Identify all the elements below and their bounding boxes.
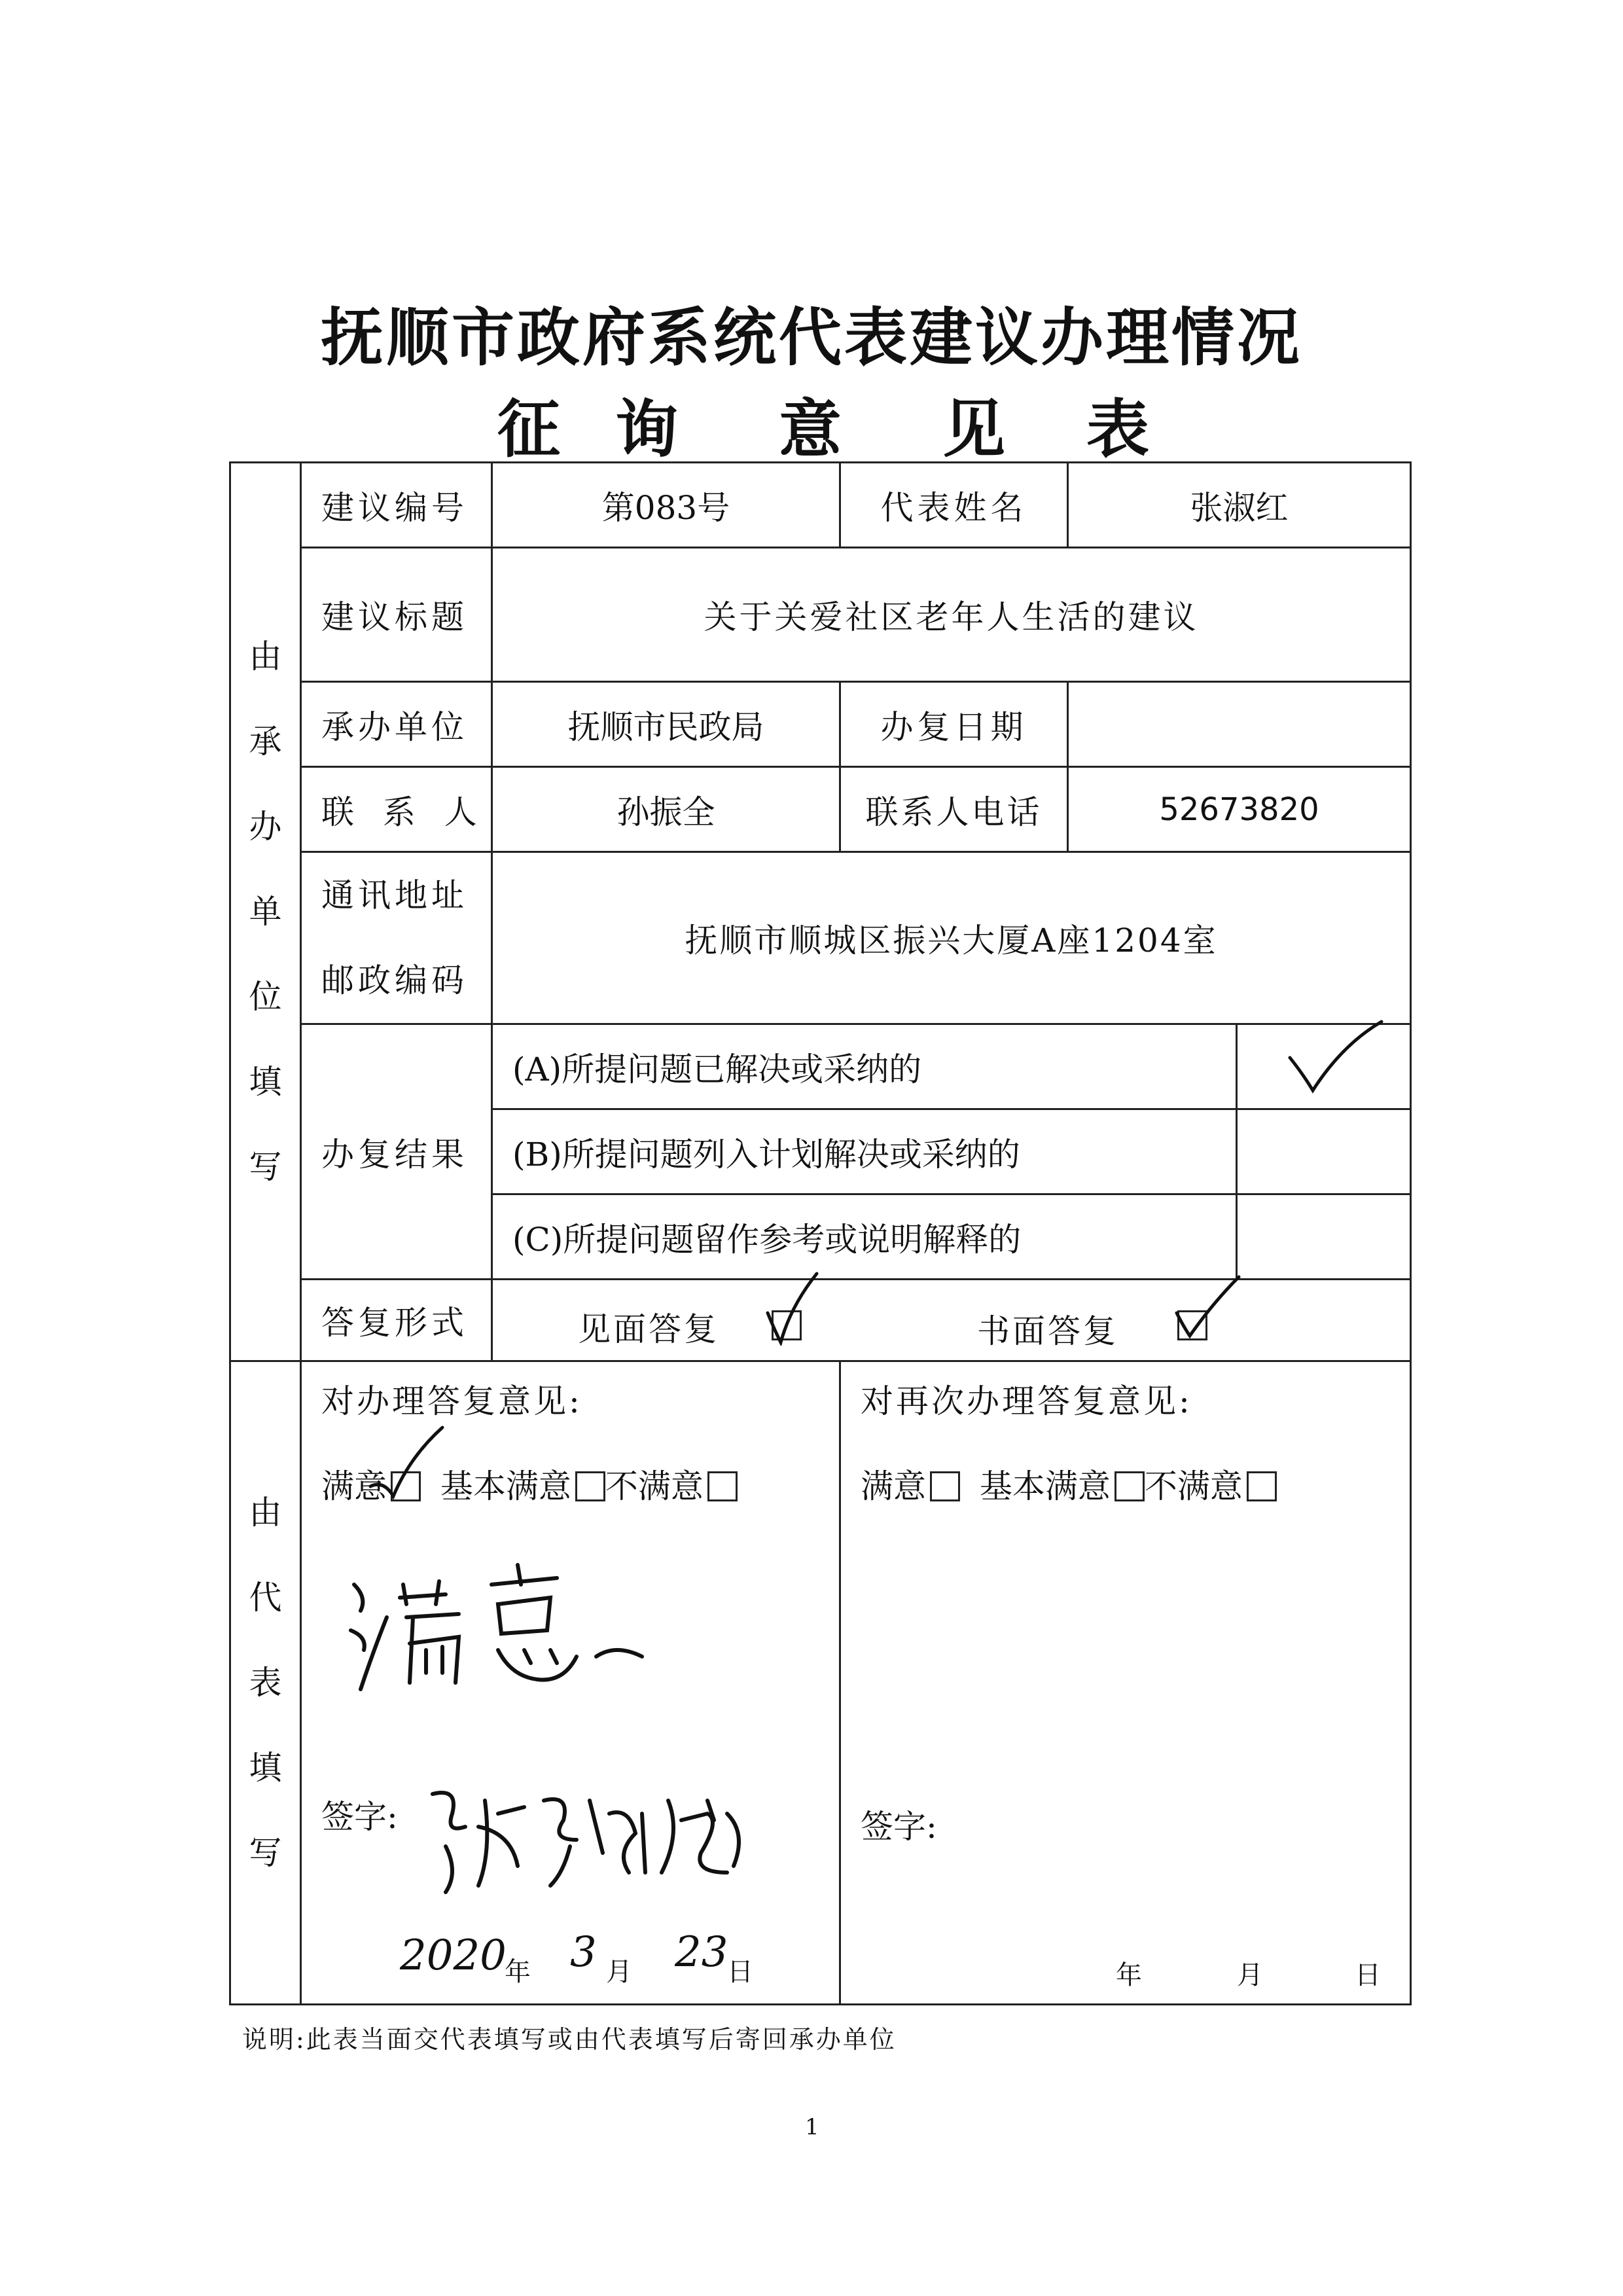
- page-number: 1: [805, 2114, 819, 2140]
- feedback-right-heading: 对再次办理答复意见:: [861, 1382, 1192, 1420]
- opt-basic-checkbox[interactable]: [1115, 1471, 1145, 1501]
- address-value: 抚顺市顺城区振兴大厦A座1204室: [492, 852, 1411, 1024]
- form-title: 抚顺市政府系统代表建议办理情况: [321, 301, 1302, 374]
- handwritten-comment: [341, 1558, 668, 1702]
- opt-basic-label: 基本满意: [440, 1467, 571, 1505]
- result-option-b-check[interactable]: [1237, 1109, 1411, 1194]
- feedback-left-heading: 对办理答复意见:: [321, 1382, 582, 1420]
- address-label: 通讯地址: [321, 876, 468, 914]
- feedback-right-options: [861, 1460, 1277, 1507]
- opt-satisfied-label: 满意: [321, 1467, 387, 1505]
- opt-unsatisfied-checkbox[interactable]: [1247, 1471, 1277, 1501]
- rep-feedback-right: [840, 1361, 1411, 2005]
- check-mark-icon: [1167, 1264, 1245, 1342]
- result-label: 办复结果: [301, 1024, 492, 1280]
- date-day-label: 日: [1355, 1960, 1381, 1990]
- date-year-label: 年: [505, 1957, 531, 1987]
- contact-label: 联 系 人: [301, 767, 492, 852]
- opt-basic-checkbox[interactable]: [575, 1471, 605, 1501]
- phone-label: 联系人电话: [840, 767, 1068, 852]
- result-option-c-check[interactable]: [1237, 1194, 1411, 1280]
- rep-name-value: 张淑红: [1068, 463, 1411, 548]
- proposal-no-value: 第083号: [492, 463, 840, 548]
- section2-side-label: 由 代 表 填 写: [230, 1361, 301, 2005]
- check-mark-icon: [1283, 1018, 1388, 1097]
- date-day-handwritten: 23: [675, 1928, 728, 1977]
- feedback-left-date: [400, 1928, 832, 1990]
- opt-unsatisfied-label: 不满意: [605, 1467, 704, 1505]
- address-postal-label: [301, 852, 492, 1024]
- feedback-left-sign-label: 签字:: [321, 1798, 398, 1836]
- unit-value: 抚顺市民政局: [492, 682, 840, 767]
- footer-note: 说明:此表当面交代表填写或由代表填写后寄回承办单位: [242, 2025, 897, 2054]
- representative-signature: [419, 1774, 760, 1899]
- reply-date-label: 办复日期: [840, 682, 1068, 767]
- result-option-a-check[interactable]: [1237, 1024, 1411, 1109]
- section1-side-label: 由 承 办 单 位 填 写: [230, 463, 301, 1361]
- feedback-right-sign-label: 签字:: [861, 1808, 937, 1846]
- check-mark-icon: [364, 1424, 449, 1503]
- unit-label: 承办单位: [301, 682, 492, 767]
- opt-unsatisfied-checkbox[interactable]: [707, 1471, 738, 1501]
- proposal-title-label: 建议标题: [301, 548, 492, 682]
- opt-unsatisfied-label: 不满意: [1144, 1467, 1243, 1505]
- phone-value: 52673820: [1068, 767, 1411, 852]
- postal-label: 邮政编码: [321, 961, 468, 999]
- opinion-form-table: [229, 461, 1412, 2005]
- contact-value: 孙振全: [492, 767, 840, 852]
- date-year-handwritten: 2020: [400, 1931, 507, 1980]
- reply-date-value: [1068, 682, 1411, 767]
- date-day-label: 日: [727, 1957, 753, 1987]
- reply-form-options: [492, 1280, 1411, 1361]
- reply-form-letter-label: 书面答复: [977, 1312, 1118, 1350]
- result-option-b: (B)所提问题列入计划解决或采纳的: [492, 1109, 1237, 1194]
- date-year-label: 年: [1116, 1960, 1142, 1990]
- opt-satisfied-checkbox[interactable]: [930, 1471, 960, 1501]
- proposal-no-label: 建议编号: [301, 463, 492, 548]
- date-month-label: 月: [1237, 1960, 1263, 1990]
- reply-form-label: 答复形式: [301, 1280, 492, 1361]
- result-option-c: (C)所提问题留作参考或说明解释的: [492, 1194, 1237, 1280]
- opt-satisfied-label: 满意: [861, 1467, 926, 1505]
- rep-feedback-left: [301, 1361, 840, 2005]
- date-month-label: 月: [606, 1957, 632, 1987]
- rep-name-label: 代表姓名: [840, 463, 1068, 548]
- check-mark-icon: [755, 1267, 827, 1346]
- proposal-title-value: 关于关爱社区老年人生活的建议: [492, 548, 1411, 682]
- reply-form-face-label: 见面答复: [578, 1310, 719, 1348]
- opt-basic-label: 基本满意: [979, 1467, 1111, 1505]
- date-month-handwritten: 3: [570, 1928, 597, 1977]
- result-option-a: (A)所提问题已解决或采纳的: [492, 1024, 1237, 1109]
